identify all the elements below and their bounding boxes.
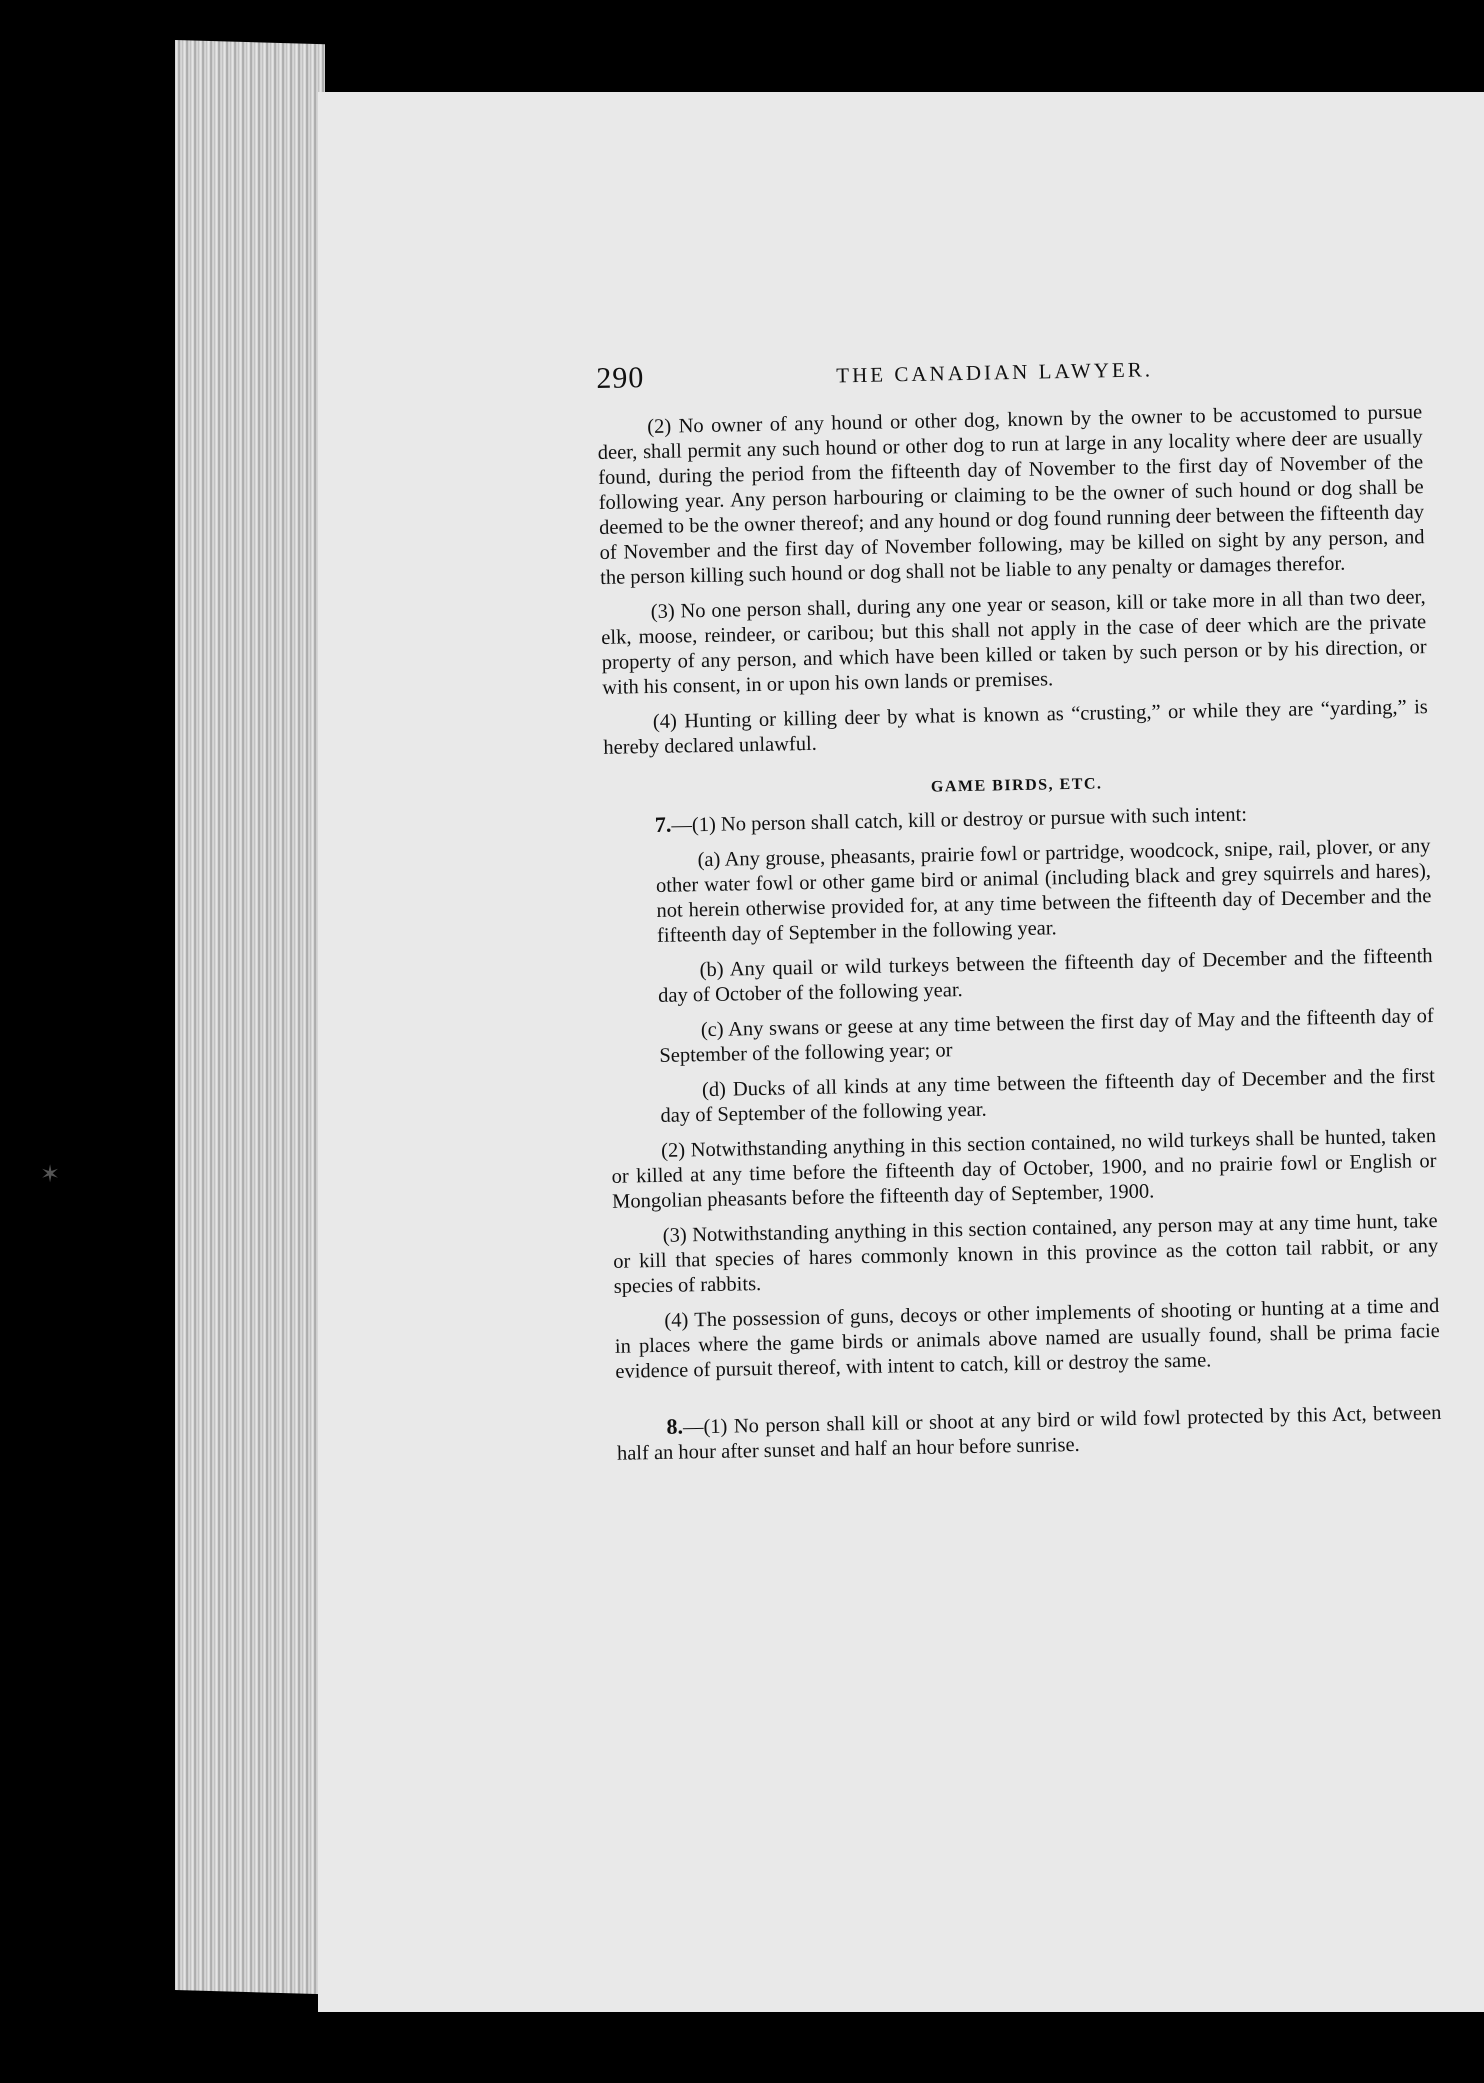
section-7-intro-text: —(1) No person shall catch, kill or destroy or pursue with such intent: — [671, 803, 1248, 837]
paragraph-6-2: (2) No owner of any hound or other dog, known by the owner to be accustomed to pursue deer, shall permit any such hound or other dog to run at large in any locality where deer are usually found, during the period from the fifteenth day of November to the first day of November of the following year. Any person harbouring or claiming to be the owner of such hound or dog shall be deemed to be the owner thereof; and any hound or dog found running deer between the fifteenth day of November and the first day of November following, may be killed on sight by any person, and the person killing such hound or dog shall not be liable to any penalty or damages therefor. — [597, 401, 1425, 589]
paragraph-6-4: (4) Hunting or killing deer by what is known as “crusting,” or while they are “yarding,” is hereby declared unlawful. — [603, 696, 1428, 759]
section-7-item-d: (d) Ducks of all kinds at any time between the fifteenth day of December and the first day of September of the following year. — [660, 1065, 1436, 1127]
section-8-number: 8. — [666, 1413, 684, 1439]
section-8 — [616, 1399, 1442, 1467]
running-title: THE CANADIAN LAWYER. — [836, 357, 1154, 388]
section-8-text: —(1) No person shall kill or shoot at any bird or wild fowl protected by this Act, between half an hour after sunset and half an hour before sunrise. — [616, 1401, 1442, 1465]
section-7-sub-4: (4) The possession of guns, decoys or other implements of shooting or hunting at a time and in places where the game birds or animals above named are usually found, shall be prima facie evidence of pursuit thereof, with intent to catch, kill or destroy the same. — [614, 1294, 1440, 1383]
section-7-item-a: (a) Any grouse, pheasants, prairie fowl or partridge, woodcock, snipe, rail, plover, or any other water fowl or other game bird or animal (including black and grey squirrels and hares), not herein otherwise provided for, at any time between the fifteenth day of December and the fifteenth day of September in the following year. — [655, 835, 1432, 947]
book-page-edges — [175, 40, 325, 1994]
page-number: 290 — [596, 361, 645, 395]
section-7-number: 7. — [654, 811, 672, 837]
page-text-block — [596, 346, 1442, 1477]
section-7-intro — [605, 797, 1430, 840]
section-7-item-b: (b) Any quail or wild turkeys between the fifteenth day of December and the fifteenth day of October of the following year. — [657, 945, 1433, 1007]
running-head — [596, 346, 1422, 402]
paragraph-6-3: (3) No one person shall, during any one year or season, kill or take more in all than two deer, elk, moose, reindeer, or caribou; but this shall not apply in the case of deer which are the private property of any person, and which have been killed or taken by such person or by his direction, or with his consent, in or upon his own lands or premises. — [601, 586, 1427, 699]
section-7-sub-3: (3) Notwithstanding anything in this section contained, any person may at any time hunt, take or kill that species of hares commonly known in this province as the cotton tail rabbit, or any species of rabbits. — [613, 1210, 1439, 1298]
section-heading-game-birds: GAME BIRDS, ETC. — [930, 775, 1103, 796]
book-page — [318, 92, 1484, 2012]
scan-speck-mark: ✶ — [40, 1162, 61, 1188]
section-7-item-c: (c) Any swans or geese at any time between the first day of May and the fifteenth day of September of the following year; or — [659, 1005, 1434, 1067]
section-7-sub-2: (2) Notwithstanding anything in this section contained, no wild turkeys shall be hunted, taken or killed at any time before the fifteenth day of October, 1900, and no prairie fowl or English or Mongolian pheasants before the fifteenth day of September, 1900. — [611, 1125, 1437, 1213]
